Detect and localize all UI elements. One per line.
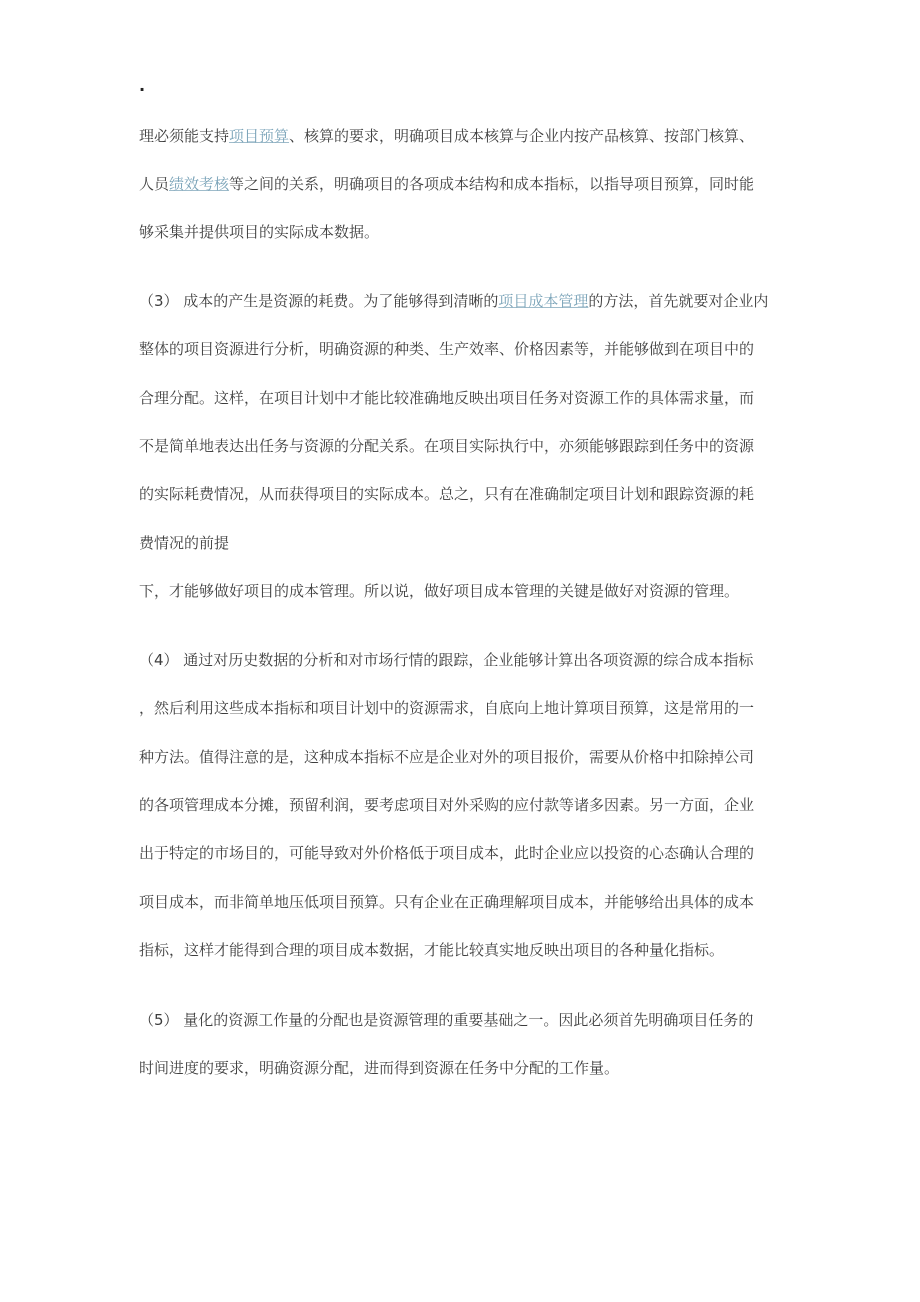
p2-line-1-post: 、核算的要求，明确项目成本核算与企业内按产品核算、按部门核算、 xyxy=(289,127,755,145)
p3-line-3: 合理分配。这样，在项目计划中才能比较准确地反映出项目任务对资源工作的具体需求量，而 xyxy=(139,389,755,407)
p4-line-5: 出于特定的市场目的，可能导致对外价格低于项目成本，此时企业应以投资的心态确认合理的 xyxy=(139,844,755,862)
p3-line-1-post: 的方法，首先就要对企业内 xyxy=(588,292,769,310)
p4-line-2: ，然后利用这些成本指标和项目计划中的资源需求，自底向上地计算项目预算，这是常用的一 xyxy=(139,699,755,717)
p2-line-2-pre: 人员 xyxy=(139,175,170,193)
p3-line-4: 不是简单地表达出任务与资源的分配关系。在项目实际执行中，亦须能够跟踪到任务中的资源 xyxy=(139,437,755,455)
p2-line-1 xyxy=(139,125,754,147)
p3-line-1-pre: （3） 成本的产生是资源的耗费。为了能够得到清晰的 xyxy=(139,292,499,310)
p4-line-6: 项目成本，而非简单地压低项目预算。只有企业在正确理解项目成本，并能够给出具体的成本 xyxy=(139,893,755,911)
p3-line-7: 下，才能够做好项目的成本管理。所以说，做好项目成本管理的关键是做好对资源的管理。 xyxy=(139,582,740,600)
p2-line-1-pre: 理必须能支持 xyxy=(139,127,230,145)
p4-line-7: 指标，这样才能得到合理的项目成本数据，才能比较真实地反映出项目的各种量化指标。 xyxy=(139,941,725,959)
p3-line-1 xyxy=(139,290,768,312)
project-cost-management-link[interactable]: 项目成本管理 xyxy=(498,292,589,310)
p3-line-2: 整体的项目资源进行分析，明确资源的种类、生产效率、价格因素等，并能够做到在项目中的 xyxy=(139,340,755,358)
p4-line-3: 种方法。值得注意的是，这种成本指标不应是企业对外的项目报价，需要从价格中扣除掉公司 xyxy=(139,748,755,766)
p3-line-5: 的实际耗费情况，从而获得项目的实际成本。总之，只有在准确制定项目计划和跟踪资源的耗 xyxy=(139,485,755,503)
p2-line-2-post: 等之间的关系，明确项目的各项成本结构和成本指标，以指导项目预算，同时能 xyxy=(229,175,755,193)
p2-line-2 xyxy=(139,173,754,195)
p5-line-1: （5） 量化的资源工作量的分配也是资源管理的重要基础之一。因此必须首先明确项目任务的 xyxy=(139,1011,754,1029)
p5-line-2: 时间进度的要求，明确资源分配，进而得到资源在任务中分配的工作量。 xyxy=(139,1059,620,1077)
p4-line-1: （4） 通过对历史数据的分析和对市场行情的跟踪，企业能够计算出各项资源的综合成本指标 xyxy=(139,651,754,669)
project-budget-link[interactable]: 项目预算 xyxy=(229,127,290,145)
performance-review-link[interactable]: 绩效考核 xyxy=(169,175,230,193)
p4-line-4: 的各项管理成本分摊，预留利润，要考虑项目对外采购的应付款等诸多因素。另一方面，企业 xyxy=(139,796,755,814)
p3-line-6: 费情况的前提 xyxy=(139,534,230,552)
p2-line-3: 够采集并提供项目的实际成本数据。 xyxy=(139,223,380,241)
page-marker-dot: . xyxy=(139,76,146,95)
